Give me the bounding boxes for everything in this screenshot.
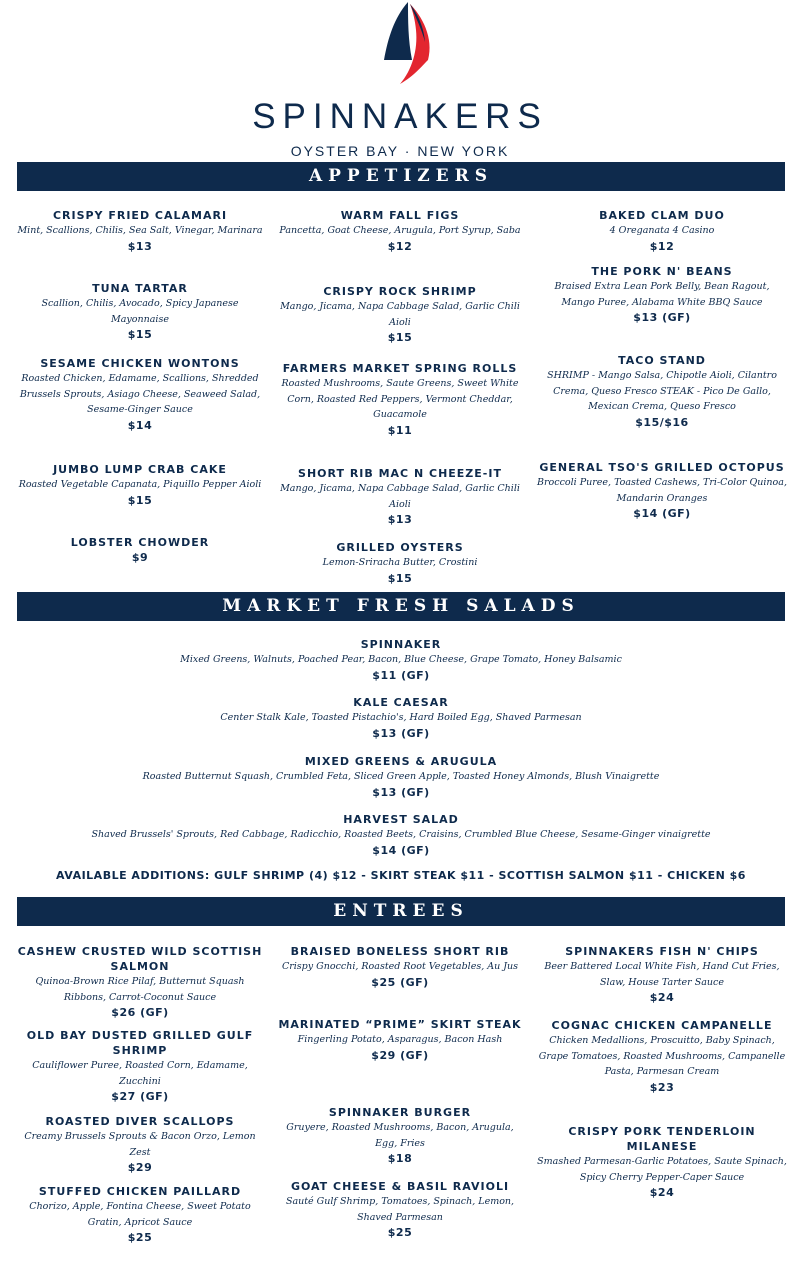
- item-name: TACO STAND: [618, 354, 706, 367]
- item-name: FARMERS MARKET SPRING ROLLS: [282, 362, 518, 375]
- menu-item: [275, 208, 525, 284]
- item-description: Beer Battered Local White Fish, Hand Cut Fries, Slaw, House Tarter Sauce: [544, 961, 780, 988]
- item-description: Scallion, Chilis, Avocado, Spicy Japanese Mayonnaise: [41, 298, 239, 325]
- item-price: $15: [127, 493, 153, 507]
- item-name: SPINNAKER BURGER: [328, 1106, 472, 1119]
- salad-item: [17, 637, 785, 684]
- item-price: $23: [649, 1080, 675, 1094]
- available-additions: AVAILABLE ADDITIONS: GULF SHRIMP (4) $12 - SKIRT STEAK $11 - SCOTTISH SALMON $11 - CHICKEN $6: [56, 869, 746, 882]
- menu-item: [15, 535, 265, 566]
- item-price: $13: [127, 239, 153, 253]
- item-price: $29 (GF): [371, 1048, 429, 1062]
- item-price: $24: [649, 991, 675, 1004]
- item-price: $24: [649, 1186, 675, 1199]
- item-description: Lemon-Sriracha Butter, Crostini: [322, 557, 478, 568]
- item-description: Fingerling Potato, Asparagus, Bacon Hash: [297, 1034, 503, 1045]
- item-price: $15: [387, 331, 413, 344]
- item-name: MIXED GREENS & ARUGULA: [304, 755, 498, 768]
- item-description: Gruyere, Roasted Mushrooms, Bacon, Arugula, Egg, Fries: [286, 1122, 514, 1149]
- item-name: SHORT RIB MAC N CHEEZE-IT: [298, 467, 502, 480]
- section-header-salads: MARKET FRESH SALADS: [17, 592, 785, 621]
- item-name: OLD BAY DUSTED GRILLED GULF SHRIMP: [26, 1029, 254, 1057]
- item-price: $14 (GF): [372, 843, 430, 857]
- menu-item: [15, 281, 265, 356]
- item-name: JUMBO LUMP CRAB CAKE: [53, 463, 227, 476]
- item-description: Mint, Scallions, Chilis, Sea Salt, Vinegar, Marinara: [17, 225, 263, 236]
- item-name: TUNA TARTAR: [92, 282, 188, 295]
- salad-item: [17, 812, 785, 859]
- sailboat-logo-icon: [378, 0, 438, 86]
- item-name: COGNAC CHICKEN CAMPANELLE: [551, 1019, 773, 1032]
- item-description: Crispy Gnocchi, Roasted Root Vegetables, Au Jus: [281, 961, 519, 972]
- menu-item: [275, 540, 525, 587]
- item-price: $29: [127, 1161, 153, 1174]
- item-description: Chicken Medallions, Proscuitto, Baby Spinach, Grape Tomatoes, Roasted Mushrooms, Campanelle Pasta, Parmesan Cream: [538, 1035, 786, 1077]
- menu-item: [275, 1017, 525, 1105]
- menu-item: [15, 356, 265, 462]
- item-description: Braised Extra Lean Pork Belly, Bean Ragout, Mango Puree, Alabama White BBQ Sauce: [554, 281, 770, 308]
- item-description: Roasted Vegetable Capanata, Piquillo Pepper Aioli: [18, 479, 262, 490]
- restaurant-location: OYSTER BAY · NEW YORK: [290, 143, 510, 159]
- item-price: $13: [387, 513, 413, 526]
- item-name: GENERAL TSO'S GRILLED OCTOPUS: [539, 461, 785, 474]
- salad-item: [17, 754, 785, 801]
- item-price: $15/$16: [635, 415, 689, 429]
- item-name: ROASTED DIVER SCALLOPS: [45, 1115, 235, 1128]
- item-price: $25 (GF): [371, 975, 429, 989]
- menu-item: [275, 466, 525, 540]
- item-description: Creamy Brussels Sprouts & Bacon Orzo, Lemon Zest: [24, 1131, 256, 1158]
- item-price: $13 (GF): [372, 726, 430, 740]
- item-name: GRILLED OYSTERS: [336, 541, 464, 554]
- item-description: Roasted Mushrooms, Saute Greens, Sweet White Corn, Roasted Red Peppers, Vermont Cheddar, Guacamole: [281, 378, 519, 420]
- item-description: Quinoa-Brown Rice Pilaf, Butternut Squash Ribbons, Carrot-Coconut Sauce: [35, 976, 245, 1003]
- menu-item: [275, 1105, 525, 1179]
- section-header-appetizers: APPETIZERS: [17, 162, 785, 191]
- appetizers-column-1: [15, 208, 265, 566]
- salad-item: [17, 695, 785, 742]
- item-price: $26 (GF): [111, 1006, 169, 1019]
- item-name: BAKED CLAM DUO: [599, 209, 725, 222]
- item-description: Mixed Greens, Walnuts, Poached Pear, Bacon, Blue Cheese, Grape Tomato, Honey Balsamic: [180, 654, 622, 665]
- item-name: SPINNAKER: [360, 638, 442, 651]
- item-description: Broccoli Puree, Toasted Cashews, Tri-Color Quinoa, Mandarin Oranges: [537, 477, 787, 504]
- item-name: SPINNAKERS FISH N' CHIPS: [565, 945, 759, 958]
- item-price: $13 (GF): [372, 785, 430, 799]
- item-price: $11: [387, 423, 413, 437]
- item-name: WARM FALL FIGS: [340, 209, 460, 222]
- item-name: KALE CAESAR: [353, 696, 449, 709]
- menu-item: [15, 1114, 265, 1184]
- item-description: Roasted Butternut Squash, Crumbled Feta, Sliced Green Apple, Toasted Honey Almonds, Blush Vinaigrette: [142, 771, 660, 782]
- menu-item: [537, 353, 787, 460]
- item-price: $14 (GF): [633, 507, 691, 520]
- menu-item: [537, 1124, 787, 1201]
- item-price: $25: [127, 1231, 153, 1244]
- item-name: STUFFED CHICKEN PAILLARD: [38, 1185, 242, 1198]
- item-name: THE PORK N' BEANS: [591, 265, 733, 278]
- item-price: $25: [387, 1226, 413, 1239]
- item-name: CRISPY FRIED CALAMARI: [52, 209, 228, 222]
- menu-item: [537, 208, 787, 264]
- menu-item: [537, 460, 787, 522]
- appetizers-column-3: [537, 208, 787, 522]
- item-price: $15: [127, 328, 153, 341]
- item-name: SESAME CHICKEN WONTONS: [40, 357, 240, 370]
- item-name: LOBSTER CHOWDER: [70, 536, 210, 549]
- menu-item: [15, 462, 265, 535]
- item-description: Sauté Gulf Shrimp, Tomatoes, Spinach, Lemon, Shaved Parmesan: [285, 1196, 515, 1223]
- menu-item: [15, 208, 265, 281]
- item-price: $27 (GF): [111, 1090, 169, 1103]
- entrees-column-3: [537, 944, 787, 1201]
- menu-item: [537, 1018, 787, 1124]
- menu-item: [275, 361, 525, 466]
- appetizers-column-2: [275, 208, 525, 587]
- section-header-entrees: ENTREES: [17, 897, 785, 926]
- item-description: Shaved Brussels' Sprouts, Red Cabbage, Radicchio, Roasted Beets, Craisins, Crumbled Blue Cheese, Sesame-Ginger vinaigrette: [91, 829, 711, 840]
- menu-item: [537, 264, 787, 353]
- menu-item: [15, 1184, 265, 1246]
- item-description: Smashed Parmesan-Garlic Potatoes, Saute Spinach, Spicy Cherry Pepper-Caper Sauce: [537, 1156, 787, 1183]
- menu-item: [15, 944, 265, 1028]
- entrees-column-2: [275, 944, 525, 1241]
- item-name: MARINATED “PRIME” SKIRT STEAK: [278, 1018, 522, 1031]
- menu-item: [15, 1028, 265, 1114]
- menu-item: [537, 944, 787, 1018]
- item-price: $12: [649, 239, 675, 253]
- item-description: SHRIMP - Mango Salsa, Chipotle Aioli, Cilantro Crema, Queso Fresco STEAK - Pico De Gallo, Mexican Crema, Queso Fresco: [547, 370, 777, 412]
- item-description: Center Stalk Kale, Toasted Pistachio's, Hard Boiled Egg, Shaved Parmesan: [220, 712, 582, 723]
- item-price: $11 (GF): [372, 668, 430, 682]
- menu-item: [275, 944, 525, 1017]
- item-description: Pancetta, Goat Cheese, Arugula, Port Syrup, Saba: [279, 225, 521, 236]
- item-name: BRAISED BONELESS SHORT RIB: [290, 945, 510, 958]
- item-description: Cauliflower Puree, Roasted Corn, Edamame, Zucchini: [32, 1060, 248, 1087]
- restaurant-name: SPINNAKERS: [252, 97, 548, 136]
- item-price: $18: [387, 1152, 413, 1165]
- menu-item: [275, 1179, 525, 1241]
- item-description: Roasted Chicken, Edamame, Scallions, Shredded Brussels Sprouts, Asiago Cheese, Seaweed Salad, Sesame-Ginger Sauce: [19, 373, 261, 415]
- item-description: Mango, Jicama, Napa Cabbage Salad, Garlic Chili Aioli: [280, 483, 520, 510]
- item-name: CASHEW CRUSTED WILD SCOTTISH SALMON: [17, 945, 263, 973]
- item-description: Chorizo, Apple, Fontina Cheese, Sweet Potato Gratin, Apricot Sauce: [29, 1201, 251, 1228]
- item-description: Mango, Jicama, Napa Cabbage Salad, Garlic Chili Aioli: [280, 301, 520, 328]
- item-price: $15: [387, 571, 413, 585]
- entrees-column-1: [15, 944, 265, 1246]
- item-name: GOAT CHEESE & BASIL RAVIOLI: [290, 1180, 510, 1193]
- item-description: 4 Oreganata 4 Casino: [609, 225, 715, 236]
- item-name: HARVEST SALAD: [343, 813, 459, 826]
- item-price: $9: [131, 551, 149, 564]
- item-price: $12: [387, 239, 413, 253]
- menu-item: [275, 284, 525, 361]
- item-name: CRISPY ROCK SHRIMP: [323, 285, 477, 298]
- item-price: $14: [127, 418, 153, 432]
- item-price: $13 (GF): [633, 311, 691, 324]
- item-name: CRISPY PORK TENDERLOIN MILANESE: [568, 1125, 756, 1153]
